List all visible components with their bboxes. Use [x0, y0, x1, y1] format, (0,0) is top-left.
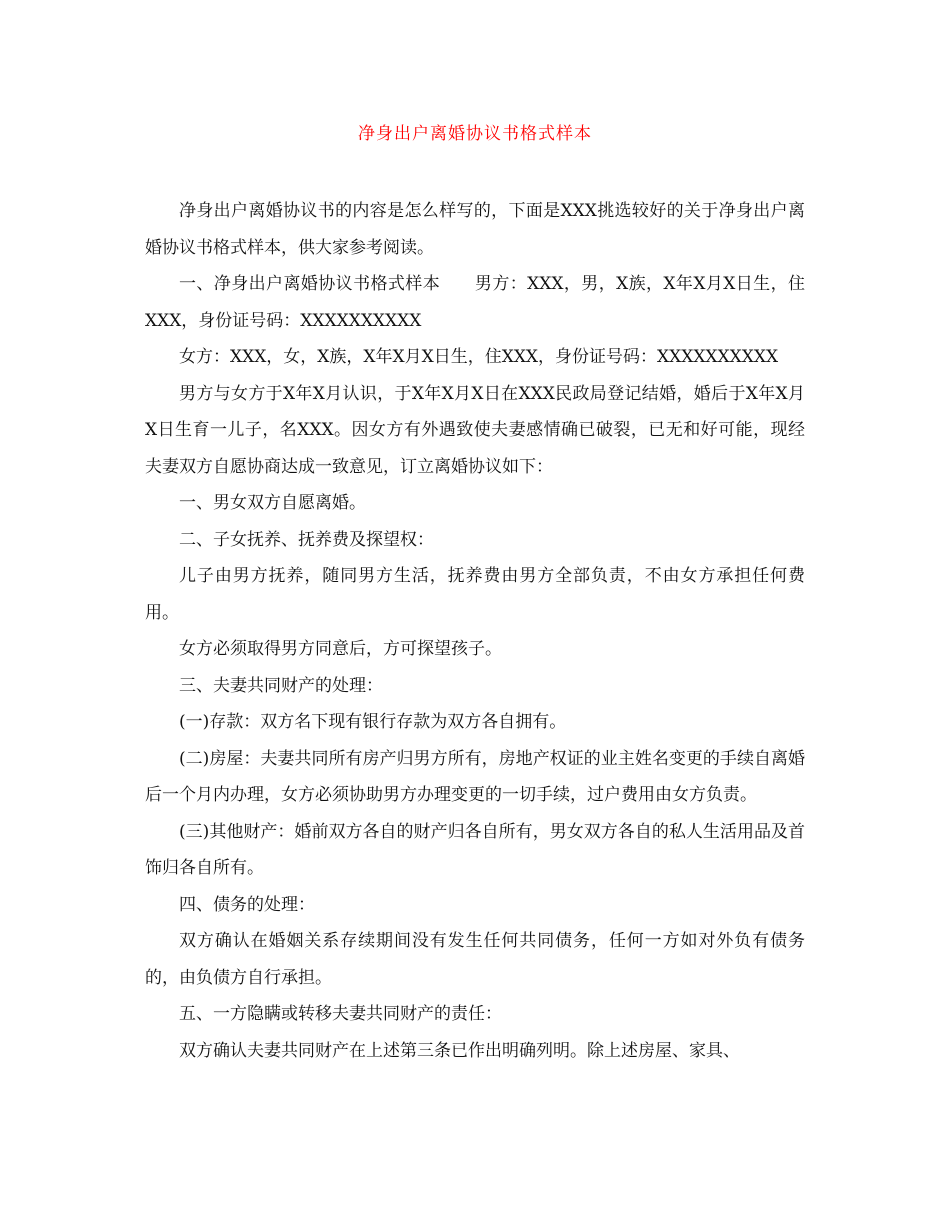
paragraph: (三)其他财产：婚前双方各自的财产归各自所有，男女双方各自的私人生活用品及首饰归各自所有。	[145, 821, 805, 878]
paragraph: 五、一方隐瞒或转移夫妻共同财产的责任：	[179, 1004, 502, 1024]
paragraph: 女方：XXX，女，X族，X年X月X日生，住XXX，身份证号码：XXXXXXXXXX	[179, 347, 779, 367]
paragraph: 二、子女抚养、抚养费及探望权：	[179, 529, 434, 550]
paragraph: 四、债务的处理：	[179, 894, 315, 915]
paragraph: (二)房屋：夫妻共同所有房产归男方所有，房地产权证的业主姓名变更的手续自离婚后一个月内办理，女方必须协助男方办理变更的一切手续，过户费用由女方负责。	[145, 748, 805, 805]
paragraph: 双方确认夫妻共同财产在上述第三条已作出明确列明。除上述房屋、家具、	[179, 1040, 740, 1061]
paragraph: 男方与女方于X年X月认识，于X年X月X日在XXX民政局登记结婚，婚后于X年X月X日生育一儿子，名XXX。因女方有外遇致使夫妻感情确已破裂，已无和好可能，现经夫妻双方自愿协商达成一致意见，订立离婚协议如下：	[145, 383, 805, 477]
paragraph: 一、男女双方自愿离婚。	[179, 493, 366, 513]
paragraph: 女方必须取得男方同意后，方可探望孩子。	[179, 639, 502, 659]
paragraph: (一)存款：双方名下现有银行存款为双方各自拥有。	[179, 712, 567, 732]
paragraph: 净身出户离婚协议书的内容是怎么样写的，下面是XXX挑选较好的关于净身出户离婚协议书格式样本，供大家参考阅读。	[145, 201, 805, 258]
paragraph: 儿子由男方抚养，随同男方生活，抚养费由男方全部负责，不由女方承担任何费用。	[145, 566, 805, 623]
document-title: 净身出户离婚协议书格式样本	[358, 124, 592, 144]
paragraph: 一、净身出户离婚协议书格式样本 男方：XXX，男，X族，X年X月X日生，住XXX，身份证号码：XXXXXXXXXX	[145, 274, 805, 331]
paragraph: 双方确认在婚姻关系存续期间没有发生任何共同债务，任何一方如对外负有债务的，由负债方自行承担。	[145, 931, 805, 988]
paragraph: 三、夫妻共同财产的处理：	[179, 675, 383, 696]
document-body	[145, 193, 805, 1069]
